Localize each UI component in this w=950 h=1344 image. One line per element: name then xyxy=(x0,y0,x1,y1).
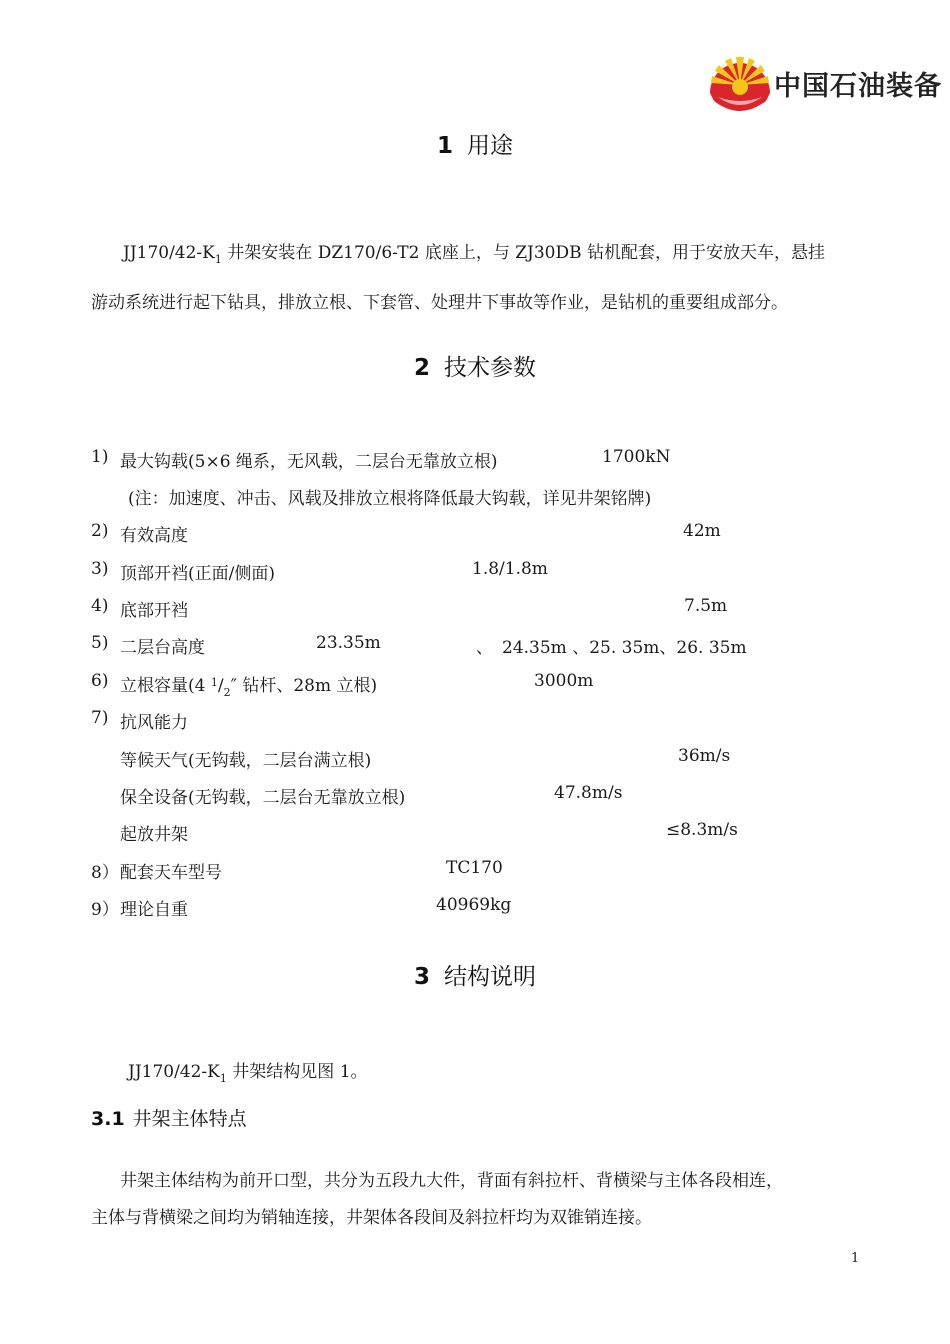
param-value-continued: 24.35m 、25. 35m、26. 35m xyxy=(502,638,747,658)
param-label: 抗风能力 xyxy=(120,713,188,733)
param-value: 23.35m xyxy=(316,633,381,653)
param-label: 顶部开裆(正面/侧面) xyxy=(120,564,275,584)
param-value: ≤8.3m/s xyxy=(666,820,738,840)
param-label: 二层台高度 xyxy=(120,638,205,658)
fraction-denominator: 2 xyxy=(223,686,231,699)
section-number: 2 xyxy=(413,355,430,381)
label-text: ″ 钻杆、28m 立根) xyxy=(230,676,378,696)
param-value: 1.8/1.8m xyxy=(472,559,548,579)
param-sublabel: 保全设备(无钩载，二层台无靠放立根) xyxy=(120,788,406,808)
param-sublabel: 起放井架 xyxy=(120,825,188,845)
section-heading-3 xyxy=(0,958,950,991)
param-index: 5) xyxy=(91,633,109,653)
param-sublabel: 等候天气(无钩载，二层台满立根) xyxy=(120,751,372,771)
subsection-number: 3.1 xyxy=(91,1108,125,1130)
param-index: 6) xyxy=(91,671,109,691)
param-value-separator: 、 xyxy=(476,638,493,658)
body-line-1: 井架主体结构为前开口型，共分为五段九大件，背面有斜拉杆、背横梁与主体各段相连， xyxy=(120,1171,783,1191)
param-label: 有效高度 xyxy=(120,526,188,546)
param-label: 底部开裆 xyxy=(120,601,188,621)
param-index: 8） xyxy=(91,863,119,883)
param-index: 4) xyxy=(91,596,109,616)
section-number: 1 xyxy=(436,133,453,159)
param-label: 最大钩载(5×6 绳系，无风载，二层台无靠放立根) xyxy=(120,452,498,472)
model-subscript: 1 xyxy=(214,253,222,266)
intro-line-1 xyxy=(123,238,825,266)
section-title: 结构说明 xyxy=(444,964,536,990)
model-name: JJ170/42-K xyxy=(123,243,215,263)
param-value: TC170 xyxy=(446,858,503,878)
param-value: 1700kN xyxy=(602,447,671,467)
section-title: 用途 xyxy=(467,133,513,159)
section-heading-1 xyxy=(0,127,950,160)
fraction-slash: / xyxy=(217,676,224,696)
param-label xyxy=(120,671,377,699)
param-note: (注：加速度、冲击、风载及排放立根将降低最大钩载，详见井架铭牌) xyxy=(128,489,652,509)
param-value: 7.5m xyxy=(684,596,728,616)
label-text: 立根容量(4 xyxy=(120,676,211,696)
fraction-numerator: 1 xyxy=(210,676,218,689)
param-value: 3000m xyxy=(534,671,594,691)
intro-line-2: 游动系统进行起下钻具，排放立根、下套管、处理井下事故等作业，是钻机的重要组成部分。 xyxy=(91,293,788,313)
subsection-title: 井架主体特点 xyxy=(132,1108,247,1130)
intro-text: 井架安装在 DZ170/6-T2 底座上，与 ZJ30DB 钻机配套，用于安放天车，悬挂 xyxy=(227,243,826,263)
param-index: 7) xyxy=(91,708,109,728)
param-label: 理论自重 xyxy=(120,900,188,920)
body-line-2: 主体与背横梁之间均为销轴连接，井架体各段间及斜拉杆均为双锥销连接。 xyxy=(91,1208,652,1228)
param-value: 40969kg xyxy=(436,895,512,915)
param-index: 2) xyxy=(91,521,109,541)
structure-line xyxy=(128,1057,368,1085)
param-index: 1) xyxy=(91,447,109,467)
section-number: 3 xyxy=(413,964,430,990)
subsection-heading xyxy=(91,1104,247,1131)
param-index: 3) xyxy=(91,559,109,579)
section-title: 技术参数 xyxy=(444,355,536,381)
page-number: 1 xyxy=(851,1251,860,1266)
logo-text: 中国石油装备 xyxy=(774,71,942,102)
param-label: 配套天车型号 xyxy=(120,863,222,883)
param-value: 36m/s xyxy=(678,746,731,766)
model-name: JJ170/42-K xyxy=(128,1062,220,1082)
param-value: 42m xyxy=(683,521,721,541)
structure-text: 井架结构见图 1。 xyxy=(232,1062,368,1082)
model-subscript: 1 xyxy=(219,1072,227,1085)
param-value: 47.8m/s xyxy=(554,783,623,803)
section-heading-2 xyxy=(0,349,950,382)
param-index: 9） xyxy=(91,900,119,920)
